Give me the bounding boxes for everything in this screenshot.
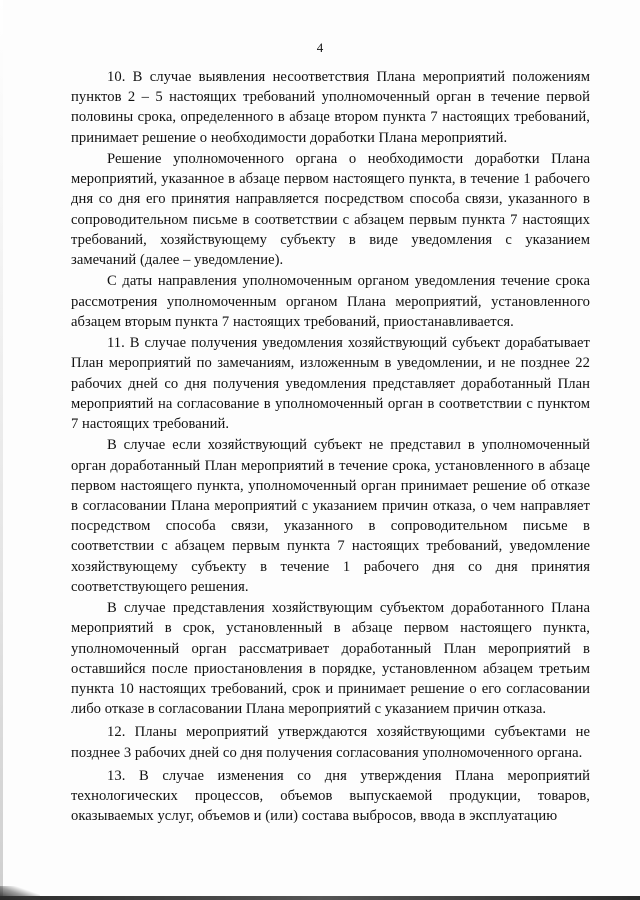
paragraph-10-decision: Решение уполномоченного органа о необходимости доработки Плана мероприятий, указанное в абзаце первом настоящего пункта, в течение 1 рабочего дня со дня его принятия направляется посредством способа связи, указанного в сопроводительном письме в соответствии с абзацем первым пункта 7 настоящих требований, хозяйствующему субъекту в виде уведомления с указанием замечаний (далее – уведомление). — [71, 151, 590, 269]
document-body — [71, 67, 590, 828]
scan-corner-shadow — [0, 886, 40, 900]
paragraph-12: 12. Планы мероприятий утверждаются хозяйствующими субъектами не позднее 3 рабочих дней со дня получения согласования уполномоченного органа. — [71, 724, 590, 761]
scan-bottom-edge — [0, 896, 640, 900]
paragraph-11: 11. В случае получения уведомления хозяйствующий субъект дорабатывает План мероприятий по замечаниям, изложенным в уведомлении, и не позднее 22 рабочих дней со дня получения уведомления представляет доработанный План мероприятий на согласование в уполномоченный орган в соответствии с пунктом 7 настоящих требований. — [71, 335, 590, 433]
paragraph-10-suspension: С даты направления уполномоченным органом уведомления течение срока рассмотрения уполномоченным органом Плана мероприятий, установленного абзацем вторым пункта 7 настоящих требований, приостанавливается. — [71, 273, 590, 330]
page-number: 4 — [316, 40, 324, 55]
paragraph-11-refusal: В случае если хозяйствующий субъект не представил в уполномоченный орган доработанный План мероприятий в течение срока, установленного в абзаце первом настоящего пункта, уполномоченный орган принимает решение об отказе в согласовании Плана мероприятий с указанием причин отказа, о чем направляет посредством способа связи, указанного в сопроводительном письме в соответствии с абзацем первым пункта 7 настоящих требований, уведомление хозяйствующему субъекту в течение 1 рабочего дня со дня принятия соответствующего решения. — [71, 437, 590, 595]
paragraph-11-revised: В случае представления хозяйствующим субъектом доработанного Плана мероприятий в срок, установленный в абзаце первом настоящего пункта, уполномоченный орган рассматривает доработанный План мероприятий в оставшийся после приостановления в порядке, установленном абзацем третьим пункта 10 настоящих требований, срок и принимает решение о его согласовании либо отказе в согласовании Плана мероприятий с указанием причин отказа. — [71, 600, 590, 718]
scan-left-edge — [0, 0, 3, 900]
paragraph-13: 13. В случае изменения со дня утверждения Плана мероприятий технологических процессов, объемов выпускаемой продукции, товаров, оказываемых услуг, объемов и (или) состава выбросов, ввода в эксплуатацию — [71, 767, 590, 825]
paragraph-10: 10. В случае выявления несоответствия Плана мероприятий положениям пунктов 2 – 5 настоящих требований уполномоченный орган в течение первой половины срока, определенного в абзаце втором пункта 7 настоящих требований, принимает решение о необходимости доработки Плана мероприятий. — [71, 69, 590, 146]
